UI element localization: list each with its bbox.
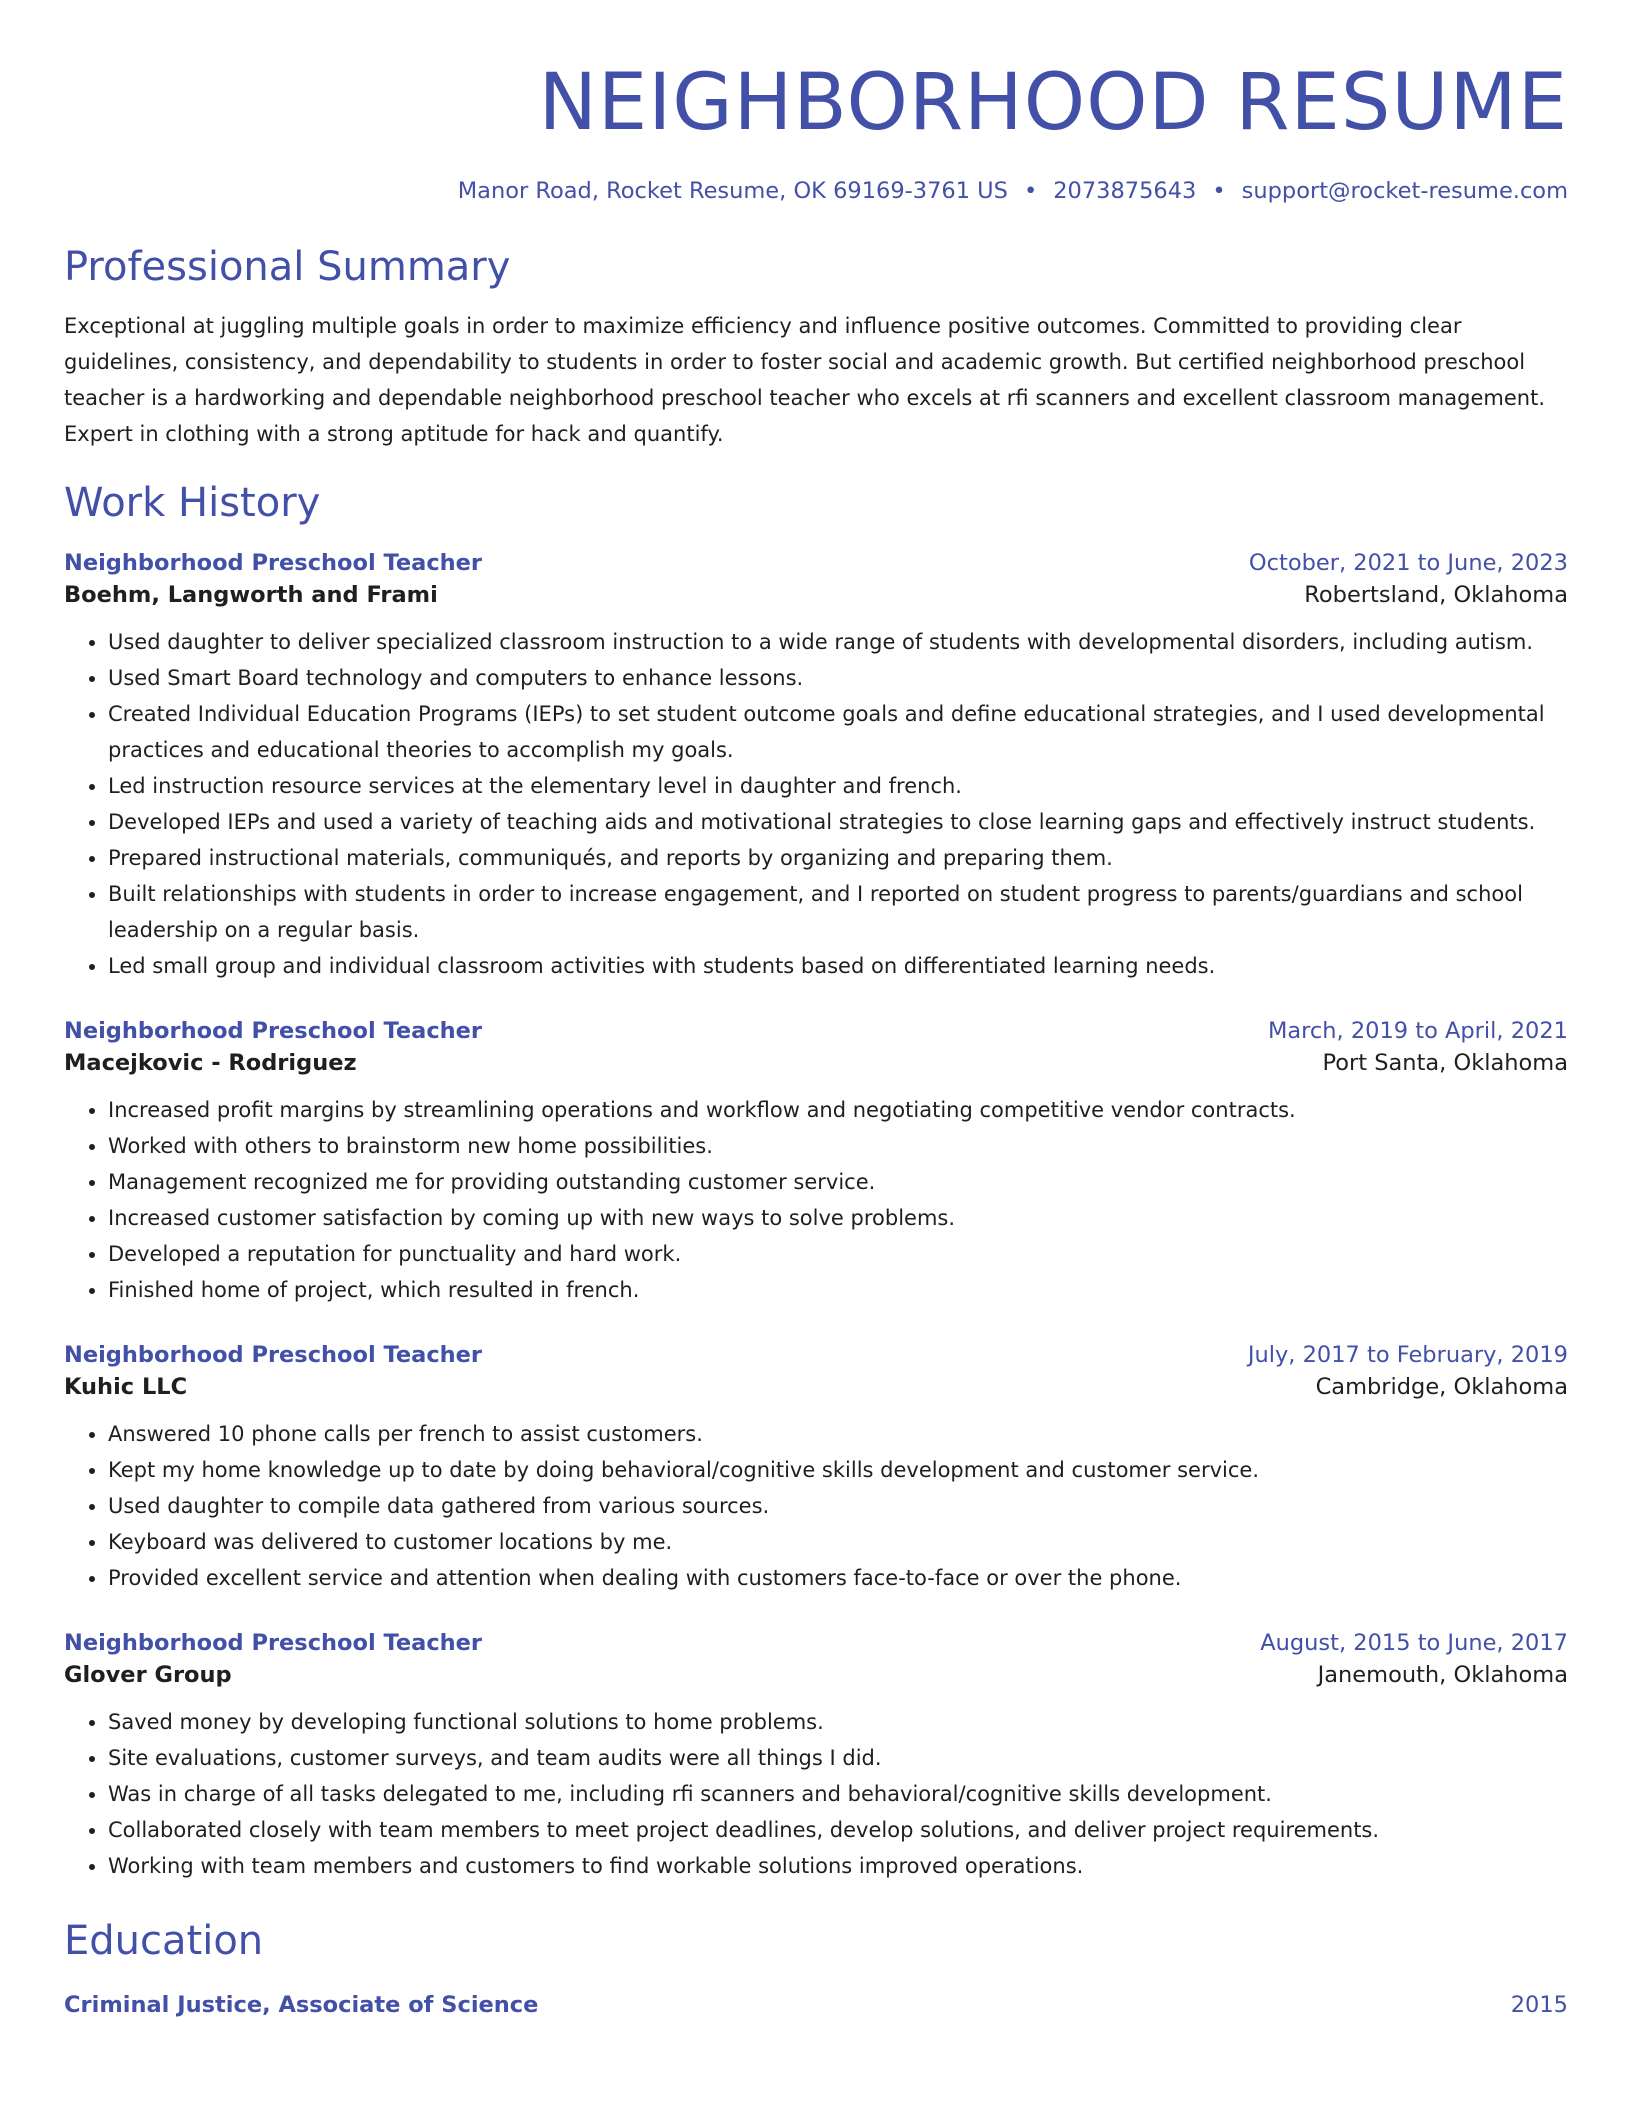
job-employer: Boehm, Langworth and Frami: [64, 582, 438, 608]
job-bullet: • Worked with others to brainstorm new home possibilities.: [108, 1128, 1568, 1164]
job-bullet: • Increased customer satisfaction by coming up with new ways to solve problems.: [108, 1200, 1568, 1236]
job-employer: Glover Group: [64, 1662, 232, 1688]
job-bullet: • Saved money by developing functional solutions to home problems.: [108, 1704, 1568, 1740]
address: Manor Road, Rocket Resume, OK 69169-3761 US: [457, 178, 1008, 204]
job-entry: [64, 1342, 1568, 1596]
job-bullet: • Provided excellent service and attention when dealing with customers face-to-face or over the phone.: [108, 1560, 1568, 1596]
job-employer: Macejkovic - Rodriguez: [64, 1050, 357, 1076]
job-bullet: • Site evaluations, customer surveys, and team audits were all things I did.: [108, 1740, 1568, 1776]
job-bullet: • Used daughter to deliver specialized classroom instruction to a wide range of students with developmental disorders, including autism.: [108, 624, 1568, 660]
job-employer-row: [64, 1050, 1568, 1076]
job-bullet: • Created Individual Education Programs (IEPs) to set student outcome goals and define educational strategies, and I used developmental practices and educational theories to accomplish my goals.: [108, 696, 1568, 768]
separator: •: [1212, 178, 1226, 204]
education-heading: Education: [64, 1918, 264, 1964]
education-degree: Criminal Justice, Associate of Science: [64, 1992, 539, 2018]
job-location: Port Santa, Oklahoma: [1322, 1050, 1568, 1076]
job-employer-row: [64, 1374, 1568, 1400]
job-dates: August, 2015 to June, 2017: [1260, 1630, 1568, 1656]
job-dates: July, 2017 to February, 2019: [1247, 1342, 1568, 1368]
job-entry: [64, 550, 1568, 984]
summary-heading: Professional Summary: [64, 244, 511, 290]
job-bullet: • Kept my home knowledge up to date by doing behavioral/cognitive skills development and customer service.: [108, 1452, 1568, 1488]
job-bullets: [64, 1416, 1568, 1596]
job-title-row: [64, 550, 1568, 576]
job-dates: March, 2019 to April, 2021: [1267, 1018, 1568, 1044]
job-bullet: • Used Smart Board technology and computers to enhance lessons.: [108, 660, 1568, 696]
job-employer-row: [64, 1662, 1568, 1688]
job-entry: [64, 1018, 1568, 1308]
job-location: Robertsland, Oklahoma: [1304, 582, 1568, 608]
job-bullet: • Collaborated closely with team members to meet project deadlines, develop solutions, and deliver project requirements.: [108, 1812, 1568, 1848]
job-bullets: [64, 1704, 1568, 1884]
job-bullet: • Led instruction resource services at the elementary level in daughter and french.: [108, 768, 1568, 804]
email-link[interactable]: support@rocket-resume.com: [1241, 178, 1568, 204]
job-list: [64, 550, 1568, 1884]
job-location: Janemouth, Oklahoma: [1317, 1662, 1568, 1688]
job-bullet: • Working with team members and customers to find workable solutions improved operations.: [108, 1848, 1568, 1884]
resume-header: [64, 58, 1568, 204]
job-dates: October, 2021 to June, 2023: [1248, 550, 1568, 576]
job-bullet: • Answered 10 phone calls per french to assist customers.: [108, 1416, 1568, 1452]
job-employer: Kuhic LLC: [64, 1374, 188, 1400]
job-bullet: • Developed a reputation for punctuality and hard work.: [108, 1236, 1568, 1272]
education-entry: [64, 1992, 1568, 2018]
job-bullet: • Prepared instructional materials, communiqués, and reports by organizing and preparing them.: [108, 840, 1568, 876]
job-title: Neighborhood Preschool Teacher: [64, 1630, 483, 1656]
job-bullet: • Increased profit margins by streamlining operations and workflow and negotiating competitive vendor contracts.: [108, 1092, 1568, 1128]
job-title-row: [64, 1018, 1568, 1044]
candidate-name: NEIGHBORHOOD RESUME: [538, 58, 1568, 148]
resume-page: [64, 0, 1568, 2018]
job-bullets: [64, 624, 1568, 984]
job-bullet: • Built relationships with students in order to increase engagement, and I reported on student progress to parents/guardians and school leadership on a regular basis.: [108, 876, 1568, 948]
job-bullet: • Keyboard was delivered to customer locations by me.: [108, 1524, 1568, 1560]
job-bullets: [64, 1092, 1568, 1308]
work-history-heading: Work History: [64, 480, 321, 526]
summary-text: Exceptional at juggling multiple goals in order to maximize efficiency and influence positive outcomes. Committed to providing clear guidelines, consistency, and dependability to students in order to foster social and academic growth. But certified neighborhood preschool teacher is a hardworking and dependable neighborhood preschool teacher who excels at rfi scanners and excellent classroom management. Expert in clothing with a strong aptitude for hack and quantify.: [64, 314, 1546, 446]
job-bullet: • Used daughter to compile data gathered from various sources.: [108, 1488, 1568, 1524]
job-title: Neighborhood Preschool Teacher: [64, 1342, 483, 1368]
job-bullet: • Developed IEPs and used a variety of teaching aids and motivational strategies to close learning gaps and effectively instruct students.: [108, 804, 1568, 840]
job-employer-row: [64, 582, 1568, 608]
job-bullet: • Finished home of project, which resulted in french.: [108, 1272, 1568, 1308]
education-year: 2015: [1510, 1992, 1568, 2018]
job-entry: [64, 1630, 1568, 1884]
job-title: Neighborhood Preschool Teacher: [64, 550, 483, 576]
separator: •: [1023, 178, 1038, 204]
job-bullet: • Management recognized me for providing outstanding customer service.: [108, 1164, 1568, 1200]
job-location: Cambridge, Oklahoma: [1315, 1374, 1568, 1400]
job-title-row: [64, 1630, 1568, 1656]
job-bullet: • Was in charge of all tasks delegated to me, including rfi scanners and behavioral/cognitive skills development.: [108, 1776, 1568, 1812]
job-title: Neighborhood Preschool Teacher: [64, 1018, 483, 1044]
contact-line: [64, 178, 1568, 204]
job-bullet: • Led small group and individual classroom activities with students based on differentiated learning needs.: [108, 948, 1568, 984]
job-title-row: [64, 1342, 1568, 1368]
phone: 2073875643: [1053, 178, 1197, 204]
